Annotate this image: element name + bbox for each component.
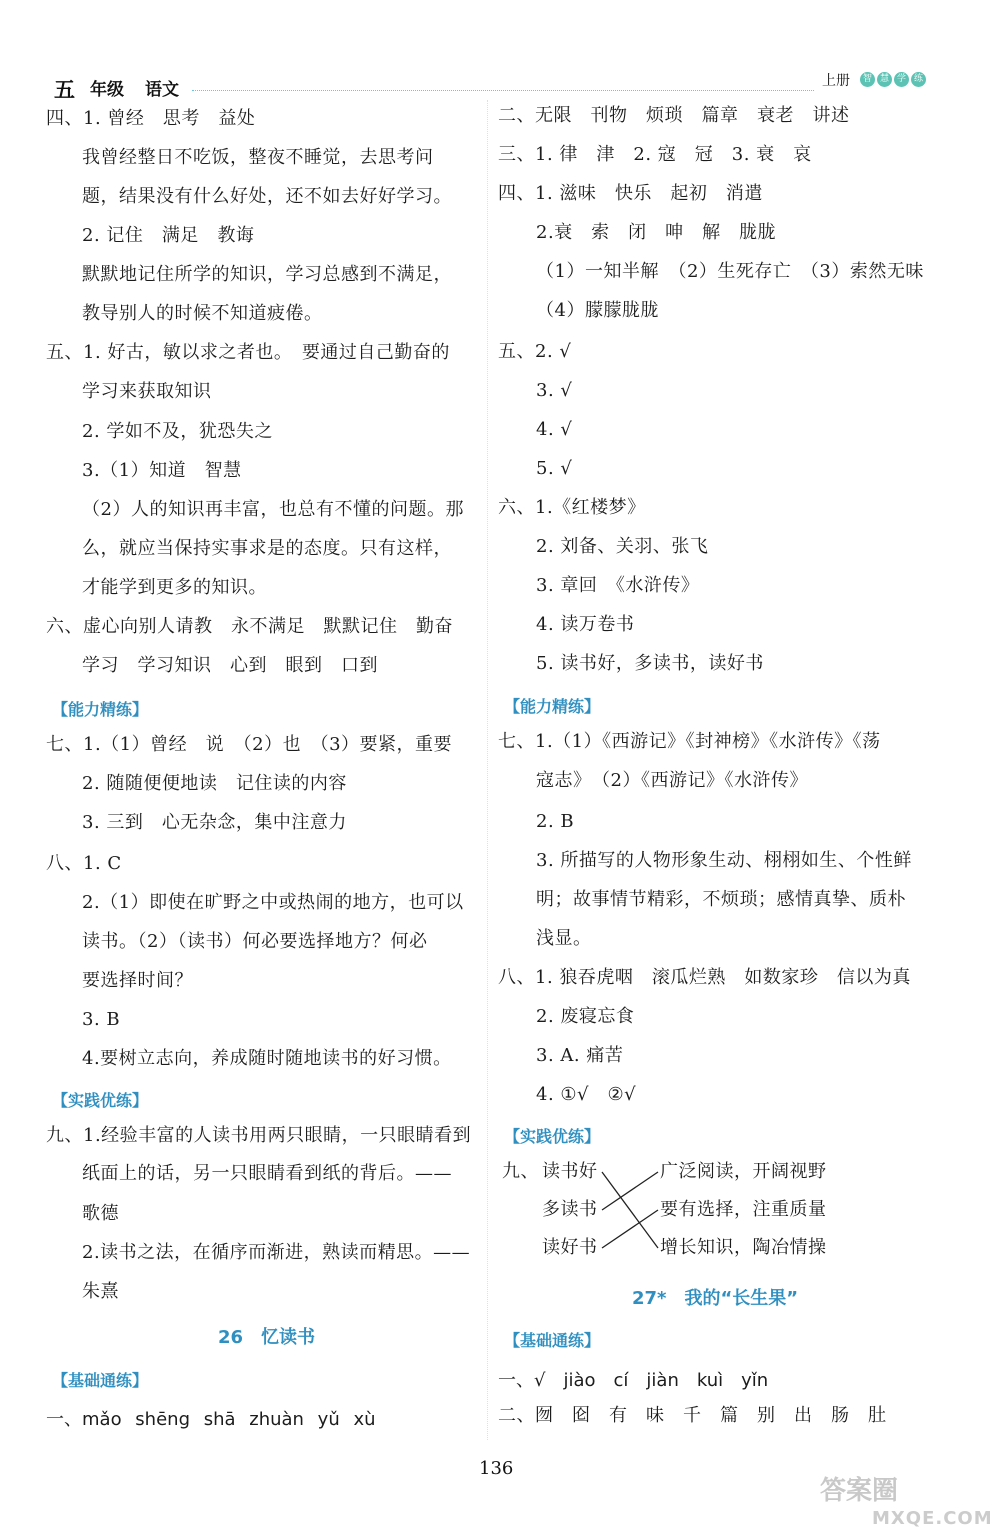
answer-line: 么，就应当保持实事求是的态度。只有这样， — [82, 538, 452, 559]
answer-line: 八、1. C — [46, 853, 122, 874]
left-column — [0, 0, 472, 1500]
section-heading-basic: 【基础通练】 — [504, 1331, 601, 1350]
answer-line: 五、1. 好古，敏以求之者也。 要通过自己勤奋的 — [46, 342, 450, 363]
answer-line: 2. 废寝忘食 — [536, 1006, 635, 1027]
grade-label: 年级 — [90, 80, 124, 100]
answer-line: 4.要树立志向，养成随时随地读书的好习惯。 — [82, 1048, 452, 1069]
section-heading-ability: 【能力精练】 — [504, 697, 601, 716]
answer-line: 4. ①√ ②√ — [536, 1084, 637, 1105]
matching-right-item: 增长知识，陶冶情操 — [660, 1237, 827, 1258]
answer-line: 默默地记住所学的知识，学习总感到不满足， — [82, 264, 452, 285]
grade-number: 五 — [54, 77, 75, 102]
answer-line: 七、1.（1）曾经 说 （2）也 （3）要紧，重要 — [46, 734, 453, 755]
answer-line: 歌德 — [82, 1203, 119, 1224]
subject-label: 语文 — [145, 80, 179, 100]
answer-line: 3. √ — [536, 380, 573, 401]
answer-line: 2. 记住 满足 教诲 — [82, 225, 255, 246]
watermark-logo: 答案圈 — [820, 1476, 899, 1506]
answer-line: 朱熹 — [82, 1281, 119, 1302]
answer-line: 2.衰 索 闭 呻 解 胧胧 — [536, 222, 777, 243]
answer-line: 寇志》 （2）《西游记》《水浒传》 — [536, 770, 808, 791]
column-divider — [487, 100, 488, 1440]
answer-line: 4. √ — [536, 419, 573, 440]
answer-line: 2.读书之法，在循序而渐进，熟读而精思。—— — [82, 1242, 471, 1263]
answer-line: 八、1. 狼吞虎咽 滚瓜烂熟 如数家珍 信以为真 — [498, 967, 911, 988]
answer-line: 才能学到更多的知识。 — [82, 577, 267, 598]
answer-line: 学习 学习知识 心到 眼到 口到 — [82, 655, 378, 676]
matching-left-item: 读书好 — [542, 1161, 598, 1182]
watermark-url: MXQE.COM — [872, 1508, 993, 1529]
answer-line: 3. 所描写的人物形象生动、栩栩如生、个性鲜 — [536, 850, 912, 871]
volume-label: 上册 — [822, 73, 850, 89]
answer-line: 3.（1）知道 智慧 — [82, 460, 242, 481]
right-column — [490, 0, 990, 1500]
answer-line: 纸面上的话，另一只眼睛看到纸的背后。—— — [82, 1163, 452, 1184]
answer-line: 九、1.经验丰富的人读书用两只眼睛，一只眼睛看到 — [46, 1125, 472, 1146]
section-heading-practice: 【实践优练】 — [52, 1091, 149, 1110]
answer-line: 3. 章回 《水浒传》 — [536, 575, 700, 596]
answer-line: 3. A. 痛苦 — [536, 1045, 624, 1066]
answer-line: 浅显。 — [536, 928, 592, 949]
lesson-title-26: 26 忆读书 — [218, 1327, 316, 1348]
answer-line: 六、1.《红楼梦》 — [498, 497, 646, 518]
answer-line: 3. B — [82, 1009, 121, 1030]
answer-line: 二、囫 囵 有 味 千 篇 别 出 肠 肚 — [498, 1405, 887, 1426]
answer-line: 2. B — [536, 811, 575, 832]
answer-line: （2）人的知识再丰富，也总有不懂的问题。那 — [82, 499, 464, 520]
answer-line: 四、1. 滋味 快乐 起初 消遣 — [498, 183, 763, 204]
answer-line: 2. 刘备、关羽、张飞 — [536, 536, 709, 557]
answer-line: 4. 读万卷书 — [536, 614, 635, 635]
matching-line — [602, 1210, 658, 1248]
answer-line: 四、1. 曾经 思考 益处 — [46, 108, 256, 129]
matching-right-item: 要有选择，注重质量 — [660, 1199, 827, 1220]
pinyin-line: 一、√ jiào cí jiàn kuì yǐn — [498, 1370, 769, 1391]
matching-line — [602, 1172, 658, 1210]
answer-line: 2. 学如不及，犹恐失之 — [82, 421, 273, 442]
answer-line: 明；故事情节精彩，不烦琐；感情真挚、质朴 — [536, 889, 906, 910]
badge: 慧 — [877, 72, 892, 87]
matching-right-item: 广泛阅读，开阔视野 — [660, 1161, 827, 1182]
lesson-title-27: 27* 我的“长生果” — [632, 1288, 799, 1309]
matching-left-item: 多读书 — [542, 1199, 598, 1220]
section-heading-ability: 【能力精练】 — [52, 700, 149, 719]
answer-line: 2. 随随便便地读 记住读的内容 — [82, 773, 347, 794]
answer-line: 三、1. 律 津 2. 寇 冠 3. 衰 哀 — [498, 144, 812, 165]
page-number: 136 — [479, 1458, 514, 1479]
answer-line: 读书。（2）（读书）何必要选择地方？何必 — [82, 931, 428, 952]
answer-line: 5. 读书好，多读书，读好书 — [536, 653, 764, 674]
answer-line: （4）朦朦胧胧 — [536, 300, 659, 321]
matching-lines — [490, 1150, 670, 1260]
answer-line: 五、2. √ — [498, 341, 572, 362]
answer-line: 题，结果没有什么好处，还不如去好好学习。 — [82, 186, 452, 207]
pinyin-line: 一、mǎo shēng shā zhuàn yǔ xù — [46, 1409, 376, 1430]
section-heading-basic: 【基础通练】 — [52, 1371, 149, 1390]
badge: 智 — [860, 72, 875, 87]
badge: 练 — [911, 72, 926, 87]
answer-line: 六、虚心向别人请教 永不满足 默默记住 勤奋 — [46, 616, 453, 637]
answer-line: 3. 三到 心无杂念，集中注意力 — [82, 812, 347, 833]
matching-left-item: 读好书 — [542, 1237, 598, 1258]
matching-line — [602, 1172, 658, 1248]
answer-line: 我曾经整日不吃饭，整夜不睡觉，去思考问 — [82, 147, 434, 168]
answer-line: 二、无限 刊物 烦琐 篇章 衰老 讲述 — [498, 105, 850, 126]
answer-line: 2.（1）即使在旷野之中或热闹的地方，也可以 — [82, 892, 464, 913]
matching-prefix: 九、 — [502, 1161, 539, 1182]
answer-line: （1）一知半解 （2）生死存亡 （3）索然无味 — [536, 261, 924, 282]
answer-line: 5. √ — [536, 458, 573, 479]
badge: 学 — [894, 72, 909, 87]
answer-line: 要选择时间？ — [82, 970, 193, 991]
answer-line: 七、1.（1）《西游记》《封神榜》《水浒传》《荡 — [498, 731, 881, 752]
section-heading-practice: 【实践优练】 — [504, 1127, 601, 1146]
answer-line: 教导别人的时候不知道疲倦。 — [82, 303, 323, 324]
answer-line: 学习来获取知识 — [82, 381, 212, 402]
